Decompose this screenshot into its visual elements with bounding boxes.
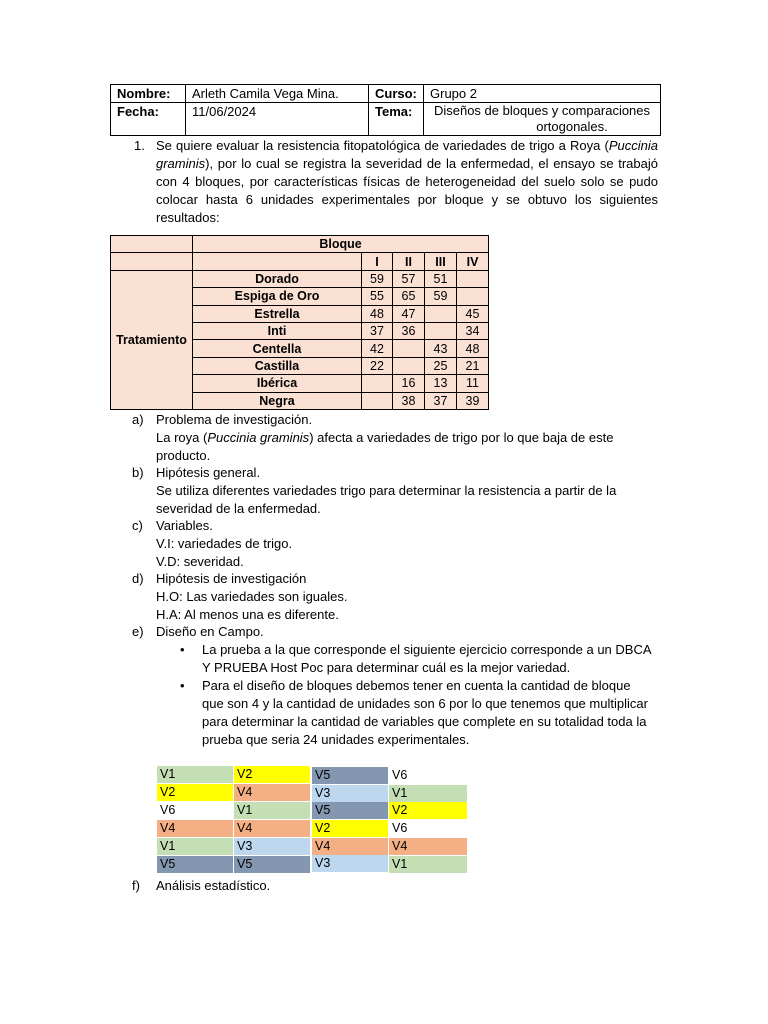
table-blank-header — [193, 253, 362, 270]
treatment-name: Ibérica — [193, 375, 362, 392]
table-cell: 37 — [362, 322, 393, 339]
section-c-title: Variables. — [156, 518, 213, 533]
curso-value: Grupo 2 — [424, 85, 661, 103]
field-plot-v4: V4 — [389, 838, 467, 855]
question-text-italic: Puccinia graminis — [156, 138, 658, 171]
field-plot-v2: V2 — [312, 820, 388, 837]
block-header-2: II — [393, 253, 425, 270]
tema-value — [424, 103, 661, 136]
field-plot-v1: V1 — [389, 785, 467, 802]
e-bullet-2-line-3: para determinar la cantidad de variables que complete en su totalidad toda la — [202, 714, 647, 729]
field-plot-v1: V1 — [157, 766, 233, 783]
field-plot-v3: V3 — [312, 785, 388, 802]
table-cell: 65 — [393, 288, 425, 305]
table-cell: 22 — [362, 357, 393, 374]
section-f-marker: f) — [132, 878, 140, 893]
fecha-value: 11/06/2024 — [186, 103, 369, 136]
table-cell: 11 — [457, 375, 489, 392]
table-cell — [362, 392, 393, 409]
results-table — [110, 235, 489, 410]
table-cell: 42 — [362, 340, 393, 357]
field-plot-v4: V4 — [234, 820, 310, 837]
section-d-ha: H.A: Al menos una es diferente. — [156, 607, 339, 622]
section-c-vd: V.D: severidad. — [156, 554, 244, 569]
curso-label: Curso: — [369, 85, 424, 103]
section-c-marker: c) — [132, 518, 143, 533]
treatment-name: Espiga de Oro — [193, 288, 362, 305]
question-text — [156, 137, 658, 227]
question-text-1: Se quiere evaluar la resistencia fitopatológica de variedades de trigo a Roya ( — [156, 138, 609, 153]
tratamiento-label: Tratamiento — [111, 270, 193, 409]
field-plot-v1: V1 — [234, 802, 310, 819]
table-cell: 59 — [425, 288, 457, 305]
fecha-label: Fecha: — [111, 103, 186, 136]
section-a-text-italic: Puccinia graminis — [207, 430, 310, 445]
section-e-marker: e) — [132, 624, 144, 639]
table-cell: 57 — [393, 270, 425, 287]
block-header-3: III — [425, 253, 457, 270]
section-a-text-1: La roya ( — [156, 430, 208, 445]
e-bullet-2-line-1: Para el diseño de bloques debemos tener en cuenta la cantidad de bloque — [202, 678, 631, 693]
table-cell: 47 — [393, 305, 425, 322]
table-cell: 43 — [425, 340, 457, 357]
field-plot-v5: V5 — [234, 856, 310, 873]
table-cell — [457, 288, 489, 305]
section-d-ho: H.O: Las variedades son iguales. — [156, 589, 348, 604]
table-corner-2 — [111, 253, 193, 270]
tema-line-2: ortogonales. — [536, 119, 608, 134]
nombre-value: Arleth Camila Vega Mina. — [186, 85, 369, 103]
field-plot-v4: V4 — [312, 838, 388, 855]
section-d-title: Hipótesis de investigación — [156, 571, 307, 586]
bullet-1-icon: • — [180, 642, 185, 657]
table-cell: 45 — [457, 305, 489, 322]
section-a-title: Problema de investigación. — [156, 412, 313, 427]
section-a-marker: a) — [132, 412, 144, 427]
field-plot-v4: V4 — [234, 784, 310, 801]
table-cell: 36 — [393, 322, 425, 339]
treatment-name: Dorado — [193, 270, 362, 287]
table-cell: 55 — [362, 288, 393, 305]
nombre-label: Nombre: — [111, 85, 186, 103]
block-header-1: I — [362, 253, 393, 270]
e-bullet-1-line-1: La prueba a la que corresponde el siguiente ejercicio corresponde a un DBCA — [202, 642, 652, 657]
section-b-marker: b) — [132, 465, 144, 480]
table-cell: 21 — [457, 357, 489, 374]
tema-label: Tema: — [369, 103, 424, 136]
field-plot-v2: V2 — [157, 784, 233, 801]
table-cell: 16 — [393, 375, 425, 392]
section-b-title: Hipótesis general. — [156, 465, 261, 480]
table-cell: 38 — [393, 392, 425, 409]
table-cell — [425, 305, 457, 322]
table-cell: 37 — [425, 392, 457, 409]
table-cell — [425, 322, 457, 339]
e-bullet-2-line-2: que son 4 y la cantidad de unidades son 6 por lo que tenemos que multiplicar — [202, 696, 648, 711]
treatment-name: Negra — [193, 392, 362, 409]
bloque-header: Bloque — [193, 236, 489, 253]
field-plot-v2: V2 — [234, 766, 310, 783]
table-cell: 59 — [362, 270, 393, 287]
section-e-title: Diseño en Campo. — [156, 624, 264, 639]
question-number: 1. — [134, 138, 145, 153]
treatment-name: Castilla — [193, 357, 362, 374]
field-plot-v3: V3 — [234, 838, 310, 855]
table-cell: 34 — [457, 322, 489, 339]
field-plot-v6: V6 — [157, 802, 233, 819]
field-plot-v5: V5 — [157, 856, 233, 873]
field-plot-v1: V1 — [389, 856, 467, 873]
field-plot-v4: V4 — [157, 820, 233, 837]
section-a-text — [156, 429, 656, 447]
table-cell — [457, 270, 489, 287]
field-plot-v1: V1 — [157, 838, 233, 855]
section-f-title: Análisis estadístico. — [156, 878, 271, 893]
field-plot-v2: V2 — [389, 802, 467, 819]
treatment-name: Centella — [193, 340, 362, 357]
table-cell: 39 — [457, 392, 489, 409]
table-cell: 48 — [362, 305, 393, 322]
table-cell: 25 — [425, 357, 457, 374]
table-corner — [111, 236, 193, 253]
section-b-text-1: Se utiliza diferentes variedades trigo para determinar la resistencia a partir de la — [156, 483, 617, 498]
field-plot-v3: V3 — [312, 855, 388, 872]
field-plot-v6: V6 — [389, 820, 467, 837]
treatment-name: Estrella — [193, 305, 362, 322]
field-plot-v6: V6 — [389, 767, 467, 784]
table-cell — [393, 340, 425, 357]
bullet-2-icon: • — [180, 678, 185, 693]
e-bullet-2-line-4: prueba que seria 24 unidades experimentales. — [202, 732, 470, 747]
field-plot-v5: V5 — [312, 767, 388, 784]
section-d-marker: d) — [132, 571, 144, 586]
section-a-text-3: producto. — [156, 448, 211, 463]
header-table — [110, 84, 661, 136]
block-header-4: IV — [457, 253, 489, 270]
field-plot-v5: V5 — [312, 802, 388, 819]
table-cell: 13 — [425, 375, 457, 392]
table-cell — [393, 357, 425, 374]
table-cell — [362, 375, 393, 392]
e-bullet-1-line-2: Y PRUEBA Host Poc para determinar cuál es la mejor variedad. — [202, 660, 571, 675]
table-cell: 48 — [457, 340, 489, 357]
section-a-text-2: ) afecta a variedades de trigo por lo que baja de este — [309, 430, 614, 445]
table-cell: 51 — [425, 270, 457, 287]
section-c-vi: V.I: variedades de trigo. — [156, 536, 293, 551]
question-text-2: ), por lo cual se registra la severidad de la enfermedad, el ensayo se trabajó con 4 bloques, por características físicas de heterogeneidad del suelo solo se pudo colocar hasta 6 unidades experimentales por bloque y se obtuvo los siguientes resultados: — [156, 156, 658, 225]
tema-line-1: Diseños de bloques y comparaciones — [433, 103, 651, 118]
treatment-name: Inti — [193, 322, 362, 339]
section-b-text-2: severidad de la enfermedad. — [156, 501, 321, 516]
